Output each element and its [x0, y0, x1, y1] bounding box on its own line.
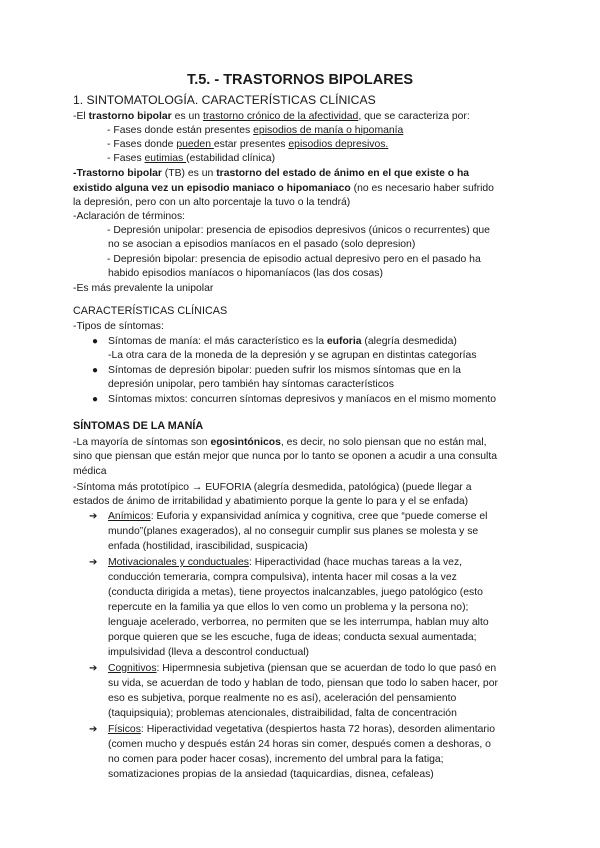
list-item: porque quieren que se les escuche, fuga de ideas; conducta sexual aumentada; — [108, 632, 477, 643]
arrow-icon: ➔ — [89, 663, 98, 674]
list-item: su vida, se acuerdan de todo y hablan de todo, piensan que todo lo saben hacer, por — [108, 678, 498, 689]
section-heading-caracteristicas: CARACTERÍSTICAS CLÍNICAS — [73, 305, 228, 317]
page-title: T.5. - TRASTORNOS BIPOLARES — [186, 72, 414, 88]
list-item: habido episodios maníacos o hipomaníacos (las dos cosas) — [108, 268, 383, 279]
bullet-icon: ● — [92, 394, 99, 405]
section-heading-mania: SÍNTOMAS DE LA MANÍA — [73, 420, 204, 432]
list-item: no se asocian a episodios maníacos en el pasado (solo depresion) — [108, 239, 416, 250]
list-item: somatizaciones propias de la ansiedad (taquicardias, disnea, cefaleas) — [108, 769, 434, 780]
list-item: lenguaje acelerado, verborrea, no permiten que se les interrumpa, hablan muy alto — [108, 617, 489, 628]
list-item: - Depresión bipolar: presencia de episodio actual depresivo pero en el pasado ha — [107, 254, 481, 265]
list-item: no comen para poder hacer cosas), incremento del umbral para la fatiga; — [108, 754, 444, 765]
arrow-icon: ➔ — [89, 557, 98, 568]
list-item: enfada (hostilidad, irascibilidad, suspicacia) — [108, 541, 308, 552]
list-item: - Fases donde pueden estar presentes episodios depresivos. — [107, 139, 389, 150]
list-item: -La otra cara de la moneda de la depresión y se agrupan en distintas categorías — [108, 350, 477, 361]
paragraph-line: médica — [73, 466, 107, 477]
list-item: impulsividad (lleva a descontrol conductual) — [108, 647, 309, 658]
list-item: (taquipsiquia); problemas atencionales, distraibilidad, falta de concentración — [108, 708, 457, 719]
paragraph-line: -El trastorno bipolar es un trastorno crónico de la afectividad, que se caracteriza por: — [73, 111, 470, 122]
arrow-icon: ➔ — [89, 511, 98, 522]
arrow-icon: ➔ — [89, 724, 98, 735]
list-item: Síntomas mixtos: concurren síntomas depresivos y maníacos en el mismo momento — [108, 394, 497, 405]
list-item: Motivacionales y conductuales: Hiperactividad (hace muchas tareas a la vez, — [108, 557, 463, 568]
paragraph-line: -La mayoría de síntomas son egosintónicos, es decir, no solo piensan que no están mal, — [73, 437, 487, 448]
list-item: - Depresión unipolar: presencia de episodios depresivos (únicos o recurrentes) que — [107, 225, 490, 236]
paragraph-line: la depresión, pero con un alto porcentaje la tuvo o la tendrá) — [73, 197, 351, 208]
paragraph-line: -Síntoma más prototípico → EUFORIA (alegría desmedida, patológica) (puede llegar a — [73, 482, 472, 493]
paragraph-line: estados de ánimo de irritabilidad y abatimiento porque la gente lo para y el se enfada) — [73, 496, 469, 507]
paragraph-line: -Es más prevalente la unipolar — [73, 283, 214, 294]
list-item: - Fases donde están presentes episodios de manía o hipomanía — [107, 125, 404, 136]
list-item: depresión unipolar, pero también hay síntomas característicos — [108, 379, 394, 390]
list-item: (comen mucho y después están 24 horas sin comer, después comen a deshoras, o — [108, 739, 491, 750]
list-item: Físicos: Hiperactividad vegetativa (despiertos hasta 72 horas), desorden alimentario — [108, 724, 495, 735]
list-item: Síntomas de depresión bipolar: pueden sufrir los mismos síntomas que en la — [108, 365, 461, 376]
paragraph-line: -Aclaración de términos: — [73, 211, 186, 222]
paragraph-line: existido alguna vez un episodio maniaco o hipomaniaco (no es necesario haber sufrido — [73, 183, 494, 194]
list-item: (conducta dirigida a metas), tiene proyectos inalcanzables, juego patológico (esto — [108, 587, 483, 598]
paragraph-line: sino que piensan que están mejor que nunca por lo tanto se oponen a acudir a una consulta — [73, 451, 498, 462]
paragraph-line: -Trastorno bipolar (TB) es un trastorno del estado de ánimo en el que existe o ha — [73, 168, 470, 179]
section-heading-sintomatologia: 1. SINTOMATOLOGÍA. CARACTERÍSTICAS CLÍNICAS — [73, 93, 376, 107]
bullet-icon: ● — [92, 365, 99, 376]
bullet-icon: ● — [92, 336, 99, 347]
paragraph-line: -Tipos de síntomas: — [73, 321, 164, 332]
list-item: repercute en la familia ya que ellos lo ven como un problema y la persona no); — [108, 602, 469, 613]
list-item: mundo”(planes exagerados), al no conseguir cumplir sus planes se molesta y se — [108, 526, 479, 537]
list-item: Cognitivos: Hipermnesia subjetiva (piensan que se acuerdan de todo lo que pasó en — [108, 663, 497, 674]
list-item: Síntomas de manía: el más característico es la euforia (alegría desmedida) — [108, 336, 457, 347]
list-item: eso es subjetiva, porque realmente no es así), aceleración del pensamiento — [108, 693, 457, 704]
list-item: conducción temeraria, compra compulsiva), intenta hacer mil cosas a la vez — [108, 572, 457, 583]
list-item: Anímicos: Euforia y expansividad anímica y cognitiva, cree que “puede comerse el — [108, 511, 488, 522]
list-item: - Fases eutimias (estabilidad clínica) — [107, 153, 276, 164]
